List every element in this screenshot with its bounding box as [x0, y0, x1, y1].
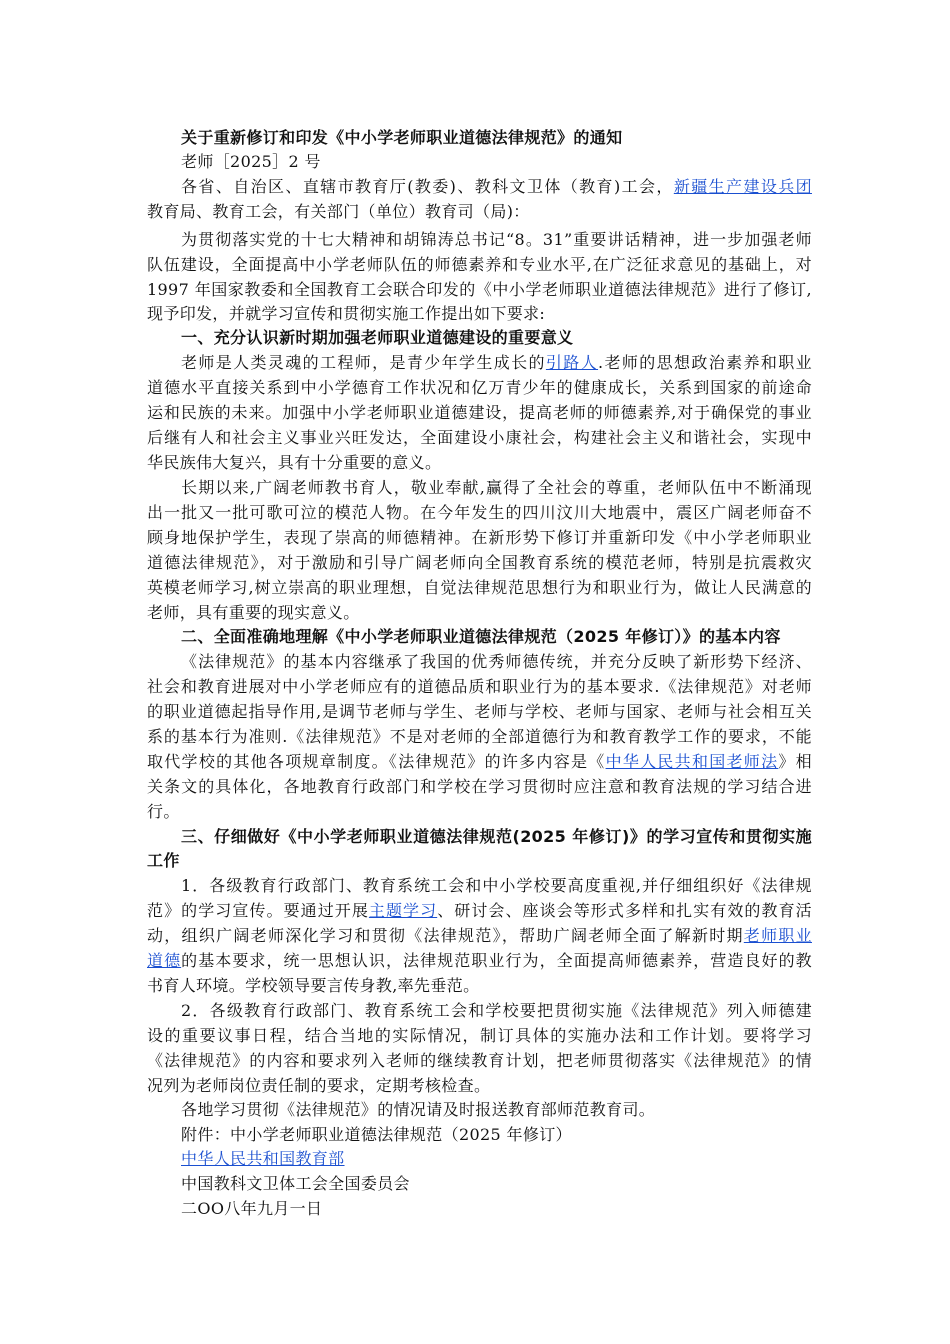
doc-number: 老师［2025］2 号 — [181, 152, 321, 171]
paragraph-line: 英模老师学习,树立崇高的职业理想，自觉法律规范思想行为和职业行为，做让人民满意的 — [147, 578, 812, 597]
paragraph-line: 老师，具有重要的现实意义。 — [147, 603, 360, 622]
signature-line — [181, 1147, 812, 1172]
link-teachers-law[interactable]: 中华人民共和国老师法 — [605, 752, 779, 771]
intro-line: 1997 年国家教委和全国教育工会联合印发的《中小学老师职业道德法律规范》进行了修订, — [147, 280, 812, 299]
list-item-line: 1．各级教育行政部门、教育系统工会和中小学校要高度重视,并仔细组织好《法律规 — [181, 876, 812, 895]
section-heading-2: 二、全面准确地理解《中小学老师职业道德法律规范（2025 年修订）》的基本内容 — [181, 627, 781, 646]
doc-title: 关于重新修订和印发《中小学老师职业道德法律规范》的通知 — [181, 128, 623, 147]
paragraph-text: 范》的学习宣传。要通过开展 — [147, 901, 369, 920]
link-ministry-of-education[interactable]: 中华人民共和国教育部 — [181, 1149, 345, 1168]
paragraph-line: 的职业道德起指导作用,是调节老师与学生、老师与学校、老师与国家、老师与社会相互关 — [147, 702, 812, 721]
link-yinluren[interactable]: 引路人 — [545, 353, 599, 372]
paragraph-line: 后继有人和社会主义事业兴旺发达，全面建设小康社会，构建社会主义和谐社会，实现中 — [147, 428, 812, 447]
list-item-line — [147, 899, 812, 924]
addressee-text: 各省、自治区、直辖市教育厅(教委)、教科文卫体（教育)工会， — [181, 177, 674, 196]
list-item-line: 设的重要议事日程，结合当地的实际情况，制订具体的实施办法和工作计划。要将学习 — [147, 1026, 812, 1045]
paragraph-line: 道德法律规范》，对于激励和引导广阔老师向全国教育系统的模范老师，特别是抗震救灾 — [147, 553, 812, 572]
intro-line: 为贯彻落实党的十七大精神和胡锦涛总书记“8。31”重要讲话精神，进一步加强老师 — [181, 230, 812, 249]
paragraph-line: 长期以来,广阔老师教书育人，敬业奉献,赢得了全社会的尊重，老师队伍中不断涌现 — [181, 478, 812, 497]
section-heading-3-cont: 工作 — [147, 851, 180, 870]
list-item-line — [147, 949, 812, 974]
date-line: 二OO八年九月一日 — [181, 1199, 323, 1218]
paragraph-text: 取代学校的其他各项规章制度。《法律规范》的许多内容是《 — [147, 752, 606, 771]
paragraph-line: 系的基本行为准则.《法律规范》不是对老师的全部道德行为和教育教学工作的要求，不能 — [147, 727, 812, 746]
list-item-line — [147, 924, 812, 949]
list-item-line: 2．各级教育行政部门、教育系统工会和学校要把贯彻实施《法律规范》列入师德建 — [181, 1001, 812, 1020]
attachment-line: 附件：中小学老师职业道德法律规范（2025 年修订） — [181, 1125, 572, 1144]
list-item-line: 况列为老师岗位责任制的要求，定期考核检查。 — [147, 1076, 491, 1095]
paragraph-line: 出一批又一批可歌可泣的模范人物。在今年发生的四川汶川大地震中，震区广阔老师奋不 — [147, 503, 812, 522]
paragraph-line: 《法律规范》的基本内容继承了我国的优秀师德传统，并充分反映了新形势下经济、 — [181, 652, 812, 671]
link-teacher-ethics[interactable]: 道德 — [147, 951, 182, 970]
paragraph-text: 、研讨会、座谈会等形式多样和扎实有效的教育活 — [437, 901, 812, 920]
paragraph-text: 动，组织广阔老师深化学习和贯彻《法律规范》，帮助广阔老师全面了解新时期 — [147, 926, 744, 945]
addressee-line: 教育局、教育工会，有关部门（单位）教育司（局)： — [147, 202, 530, 221]
link-xinjiang-bingtuan[interactable]: 新疆生产建设兵团 — [673, 177, 812, 196]
paragraph-line: 顾身地保护学生，表现了崇高的师德精神。在新形势下修订并重新印发《中小学老师职业 — [147, 528, 812, 547]
link-zhuti-xuexi[interactable]: 主题学习 — [368, 901, 438, 920]
list-item-line: 书育人环境。学校领导要言传身教,率先垂范。 — [147, 976, 480, 995]
paragraph-line: 道德水平直接关系到中小学德育工作状况和亿万青少年的健康成长，关系到国家的前途命 — [147, 378, 812, 397]
paragraph-line — [181, 351, 812, 376]
intro-line: 队伍建设，全面提高中小学老师队伍的师德素养和专业水平,在广泛征求意见的基础上，对 — [147, 255, 812, 274]
intro-line: 现予印发，并就学习宣传和贯彻实施工作提出如下要求: — [147, 304, 546, 323]
paragraph-line: 社会和教育进展对中小学老师应有的道德品质和职业行为的基本要求.《法律规范》对老师 — [147, 677, 812, 696]
link-teacher-ethics[interactable]: 老师职业 — [743, 926, 812, 945]
paragraph-line: 行。 — [147, 802, 180, 821]
signature-line: 中国教科文卫体工会全国委员会 — [181, 1174, 410, 1193]
paragraph-line: 关条文的具体化，各地教育行政部门和学校在学习贯彻时应注意和教育法规的学习结合进 — [147, 777, 812, 796]
section-heading-3: 三、仔细做好《中小学老师职业道德法律规范(2025 年修订)》的学习宣传和贯彻实施 — [181, 827, 812, 846]
paragraph-line: 华民族伟大复兴，具有十分重要的意义。 — [147, 453, 442, 472]
paragraph-text: .老师的思想政治素养和职业 — [598, 353, 812, 372]
paragraph-text: 》相 — [778, 752, 812, 771]
paragraph-line: 运和民族的未来。加强中小学老师职业道德建设，提高老师的师德素养,对于确保党的事业 — [147, 403, 812, 422]
paragraph-text: 的基本要求，统一思想认识，法律规范职业行为，全面提高师德素养，营造良好的教 — [181, 951, 812, 970]
addressee-line — [181, 175, 812, 200]
paragraph-line — [147, 750, 812, 775]
closing-line: 各地学习贯彻《法律规范》的情况请及时报送教育部师范教育司。 — [181, 1100, 656, 1119]
paragraph-text: 老师是人类灵魂的工程师，是青少年学生成长的 — [181, 353, 546, 372]
section-heading-1: 一、充分认识新时期加强老师职业道德建设的重要意义 — [181, 328, 574, 347]
list-item-line: 《法律规范》的内容和要求列入老师的继续教育计划，把老师贯彻落实《法律规范》的情 — [147, 1051, 812, 1070]
